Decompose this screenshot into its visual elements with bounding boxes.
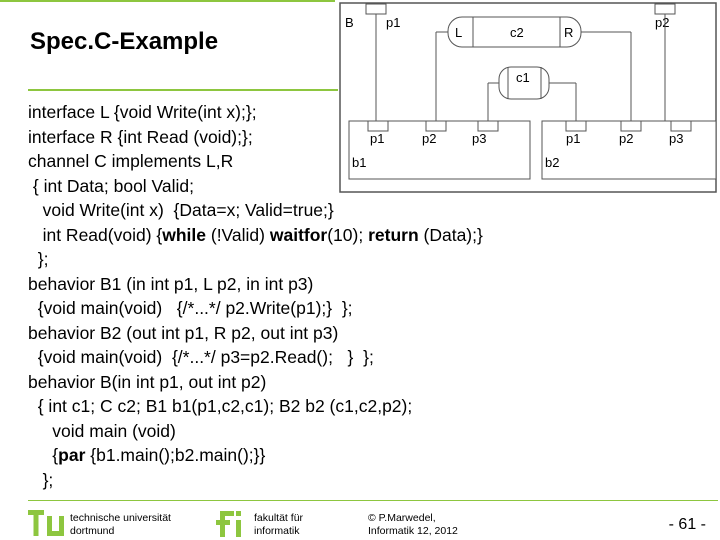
university-name: technische universität dortmund bbox=[70, 512, 171, 537]
code-text: }; bbox=[28, 469, 54, 490]
code-line bbox=[28, 296, 483, 321]
code-text: void main (void) bbox=[28, 420, 176, 441]
code-line bbox=[28, 321, 483, 346]
code-line bbox=[28, 345, 483, 370]
code-keyword: par bbox=[58, 445, 86, 465]
code-text: (Data);} bbox=[418, 224, 483, 245]
fi-logo-icon bbox=[216, 507, 246, 538]
code-line bbox=[28, 223, 483, 248]
code-line bbox=[28, 394, 483, 419]
b1-port-label: p1 bbox=[370, 131, 385, 146]
code-text: {b1.main();b2.main();}} bbox=[85, 445, 266, 465]
variable-label: c1 bbox=[516, 70, 530, 85]
code-text: { int c1; C c2; B1 b1(p1,c2,c1); B2 b2 (c1,c2,p2); bbox=[28, 396, 413, 416]
port-box bbox=[366, 4, 386, 14]
code-line bbox=[28, 198, 483, 223]
code-line bbox=[28, 443, 483, 468]
code-text: { bbox=[28, 445, 59, 465]
top-accent-line bbox=[0, 0, 335, 2]
behavior-diagram bbox=[336, 0, 720, 196]
tu-logo-icon bbox=[28, 508, 66, 538]
code-text: }; bbox=[28, 249, 49, 269]
channel-interface-l: L bbox=[455, 25, 463, 40]
b2-label: b2 bbox=[545, 155, 560, 170]
author-credit: © P.Marwedel, Informatik 12, 2012 bbox=[368, 512, 458, 537]
footer-separator bbox=[28, 500, 718, 501]
b1-port-label: p3 bbox=[472, 131, 487, 146]
top-port-label: p1 bbox=[386, 15, 401, 30]
code-line bbox=[28, 468, 483, 493]
slide-title: Spec.C-Example bbox=[30, 28, 219, 55]
page-number: - 61 - bbox=[668, 516, 706, 533]
code-text: behavior B2 (out int p1, R p2, out int p3) bbox=[28, 322, 339, 343]
b1-port-label: p2 bbox=[422, 131, 437, 146]
code-text: channel C implements L,R bbox=[28, 151, 234, 171]
code-line bbox=[28, 247, 483, 272]
b2-port-label: p1 bbox=[566, 131, 581, 146]
code-text: int Read(void) { bbox=[28, 224, 163, 245]
channel-interface-r: R bbox=[564, 25, 574, 40]
port-box bbox=[655, 4, 675, 14]
code-text: (!Valid) bbox=[206, 224, 270, 245]
faculty-name: fakultät für informatik bbox=[254, 512, 304, 537]
code-text: behavior B1 (in int p1, L p2, in int p3) bbox=[28, 273, 314, 294]
b1-label: b1 bbox=[352, 155, 367, 170]
code-text: {void main(void) {/*...*/ p3=p2.Read(); } }; bbox=[28, 347, 374, 367]
code-line bbox=[28, 272, 483, 297]
top-port-label: p2 bbox=[655, 15, 670, 30]
code-keyword: return bbox=[368, 224, 419, 245]
code-keyword: while bbox=[162, 224, 206, 245]
code-text: interface L {void Write(int x);}; bbox=[28, 102, 257, 122]
code-keyword: waitfor bbox=[269, 224, 328, 245]
channel-label: c2 bbox=[510, 25, 524, 40]
title-underline bbox=[28, 89, 338, 91]
code-text: behavior B(in int p1, out int p2) bbox=[28, 371, 267, 392]
outer-behavior-label: B bbox=[345, 15, 354, 30]
code-line bbox=[28, 419, 483, 444]
code-text: {void main(void) {/*...*/ p2.Write(p1);} }; bbox=[28, 298, 353, 318]
code-text: (10); bbox=[327, 224, 369, 245]
code-text: void Write(int x) {Data=x; Valid=true;} bbox=[28, 200, 334, 220]
code-text: interface R {int Read (void);}; bbox=[28, 126, 253, 147]
b2-port-label: p2 bbox=[619, 131, 634, 146]
code-text: { int Data; bool Valid; bbox=[28, 175, 195, 196]
code-line bbox=[28, 370, 483, 395]
b2-port-label: p3 bbox=[669, 131, 684, 146]
